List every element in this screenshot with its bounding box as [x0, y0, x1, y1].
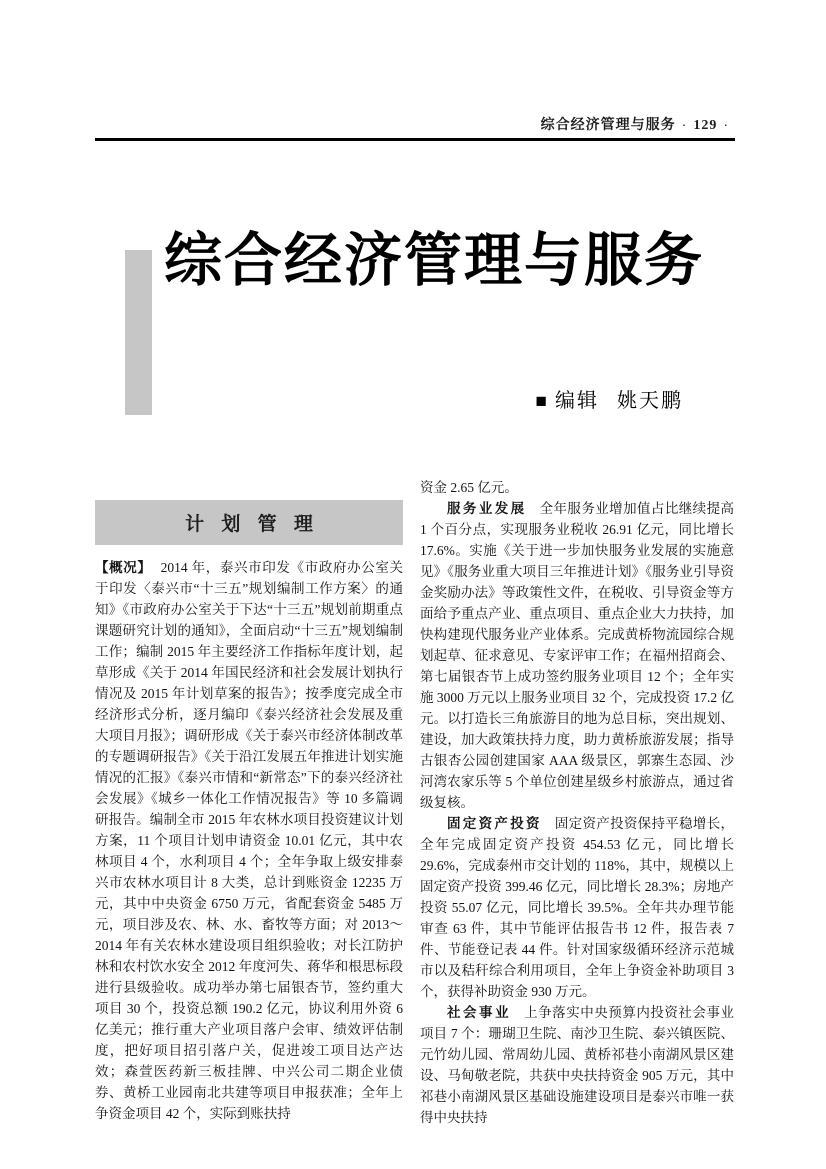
paragraph-fixed-asset-investment [420, 813, 734, 1002]
paragraph-services-industry [420, 498, 734, 813]
square-marker-icon: ■ [535, 391, 549, 412]
editor-role: 编辑 [555, 390, 599, 412]
running-head-chapter: 综合经济管理与服务 [540, 116, 676, 132]
right-column [420, 477, 734, 1128]
running-head [95, 114, 735, 134]
paragraph-text-continuation: 资金 2.65 亿元。 [420, 480, 518, 495]
paragraph-label-social-undertakings: 社会事业 [447, 1005, 512, 1020]
chapter-title: 综合经济管理与服务 [164, 228, 705, 293]
running-head-dot-left: · [681, 116, 688, 132]
paragraph-text-fixed-asset-investment: 固定资产投资保持平稳增长，全年完成固定资产投资 454.53 亿元，同比增长 29.6%，完成泰州市交计划的 118%，其中，规模以上固定资产投资 399.46 亿元，同比增长 28.3%；房地产投资 55.07 亿元，同比增长 39.5%。全年共办理节能审查 63 件，其中节能评估报告书 12 件，报告表 7 件、节能登记表 44 件。针对国家级循环经济示范城市以及秸秆综合利用项目，全年上争资金补助项目 3 个，获得补助资金 930 万元。 [420, 816, 735, 999]
section-header [95, 500, 403, 545]
paragraph-label-overview: 【概况】 [95, 560, 152, 575]
paragraph-continuation [420, 477, 734, 498]
paragraph-label-services-industry: 服务业发展 [447, 501, 527, 516]
editor-line [420, 384, 735, 413]
running-head-dot-right: · [723, 116, 729, 132]
paragraph-text-services-industry: 全年服务业增加值占比继续提高 1 个百分点，实现服务业税收 26.91 亿元，同比增长 17.6%。实施《关于进一步加快服务业发展的实施意见》《服务业重大项目三年推进计划》《服务业引导资金奖励办法》等政策性文件，在税收、引导资金等方面给予重点产业、重点项目、重点企业大力扶持，加快构建现代服务业产业体系。完成黄桥物流园综合规划起草、征求意见、专家评审工作；在福州招商会、第七届银杏节上成功签约服务业项目 12 个；全年实施 3000 万元以上服务业项目 32 个，完成投资 17.2 亿元。以打造长三角旅游目的地为总目标，突出规划、建设，加大政策扶持力度，助力黄桥旅游发展；指导古银杏公园创建国家 AAA 级景区，郭寨生态园、沙河湾农家乐等 5 个单位创建星级乡村旅游点，通过省级复核。 [420, 501, 735, 810]
title-accent-bar [125, 250, 152, 415]
paragraph-text-overview: 2014 年，泰兴市印发《市政府办公室关于印发〈泰兴市“十三五”规划编制工作方案〉的通知》《市政府办公室关于下达“十三五”规划前期重点课题研究计划的通知》，全面启动“十三五”规划编制工作；编制 2015 年主要经济工作指标年度计划，起草形成《关于 2014 年国民经济和社会发展计划执行情况及 2015 年计划草案的报告》；按季度完成全市经济形式分析，逐月编印《泰兴经济社会发展及重大项目月报》；调研形成《关于泰兴市经济体制改革的专题调研报告》《关于沿江发展五年推进计划实施情况的汇报》《泰兴市情和“新常态”下的泰兴经济社会发展》《城乡一体化工作情况报告》等 10 多篇调研报告。编制全市 2015 年农林水项目投资建议计划方案，11 个项目计划申请资金 10.01 亿元，其中农林项目 4 个，水利项目 4 个；全年争取上级安排泰兴市农林水项目计 8 大类，总计到账资金 12235 万元，其中中央资金 6750 万元，省配套资金 5485 万元，项目涉及农、林、水、畜牧等方面；对 2013～2014 年有关农林水建设项目组织验收；对长江防护林和农村饮水安全 2012 年度河失、蒋华和根思标段进行县级验收。成功举办第七届银杏节，签约重大项目 30 个，投资总额 190.2 亿元，协议利用外资 6 亿美元；推行重大产业项目落户会审、绩效评估制度，把好项目招引落户关，促进竣工项目达产达效；森萱医药新三板挂牌、中兴公司二期企业债券、黄桥工业园南北共建等项目申报获准；全年上争资金项目 42 个，实际到账扶持 [95, 560, 404, 1121]
paragraph-social-undertakings [420, 1002, 734, 1128]
paragraph-text-social-undertakings: 上争落实中央预算内投资社会事业项目 7 个：珊瑚卫生院、南沙卫生院、泰兴镇医院、元竹幼儿园、常周幼儿园、黄桥祁巷小南湖风景区建设、马甸敬老院，共获中央扶持资金 905 万元，其中祁巷小南湖风景区基础设施建设项目是泰兴市唯一获得中央扶持 [420, 1005, 735, 1125]
left-column [95, 557, 403, 1124]
editor-name: 姚天鹏 [617, 390, 683, 412]
paragraph-label-fixed-asset-investment: 固定资产投资 [447, 816, 542, 831]
header-rule [95, 138, 735, 141]
page-number: 129 [693, 118, 718, 133]
paragraph-overview [95, 557, 403, 1124]
section-title: 计 划 管 理 [185, 514, 319, 535]
